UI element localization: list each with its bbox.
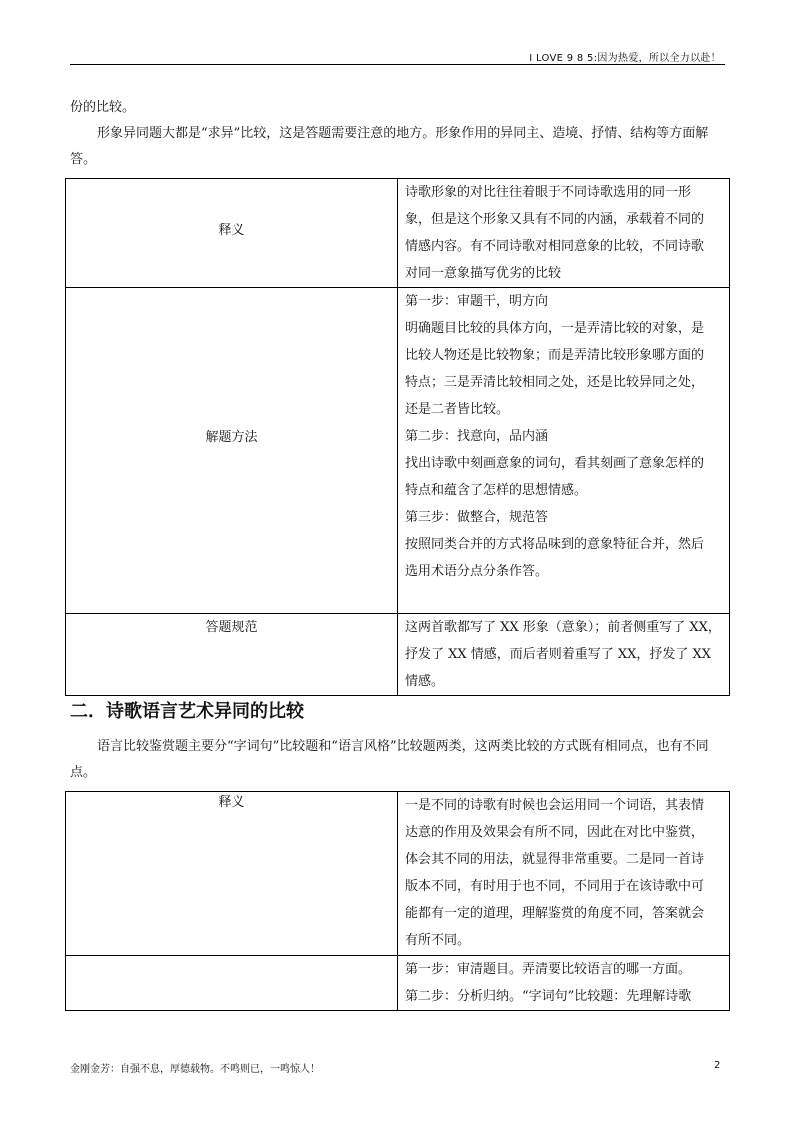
content-line: 特点和蕴含了怎样的思想情感。 xyxy=(405,483,588,498)
content-line: 达意的作用及效果会有所不同，因此在对比中鉴赏， xyxy=(405,825,705,840)
row-label-empty xyxy=(66,956,398,1011)
row-content-definition xyxy=(398,792,730,956)
content-line: 情感内容。有不同诗歌对相同意象的比较，不同诗歌 xyxy=(405,239,705,254)
content-line: 按照同类合并的方式将品味到的意象特征合并，然后 xyxy=(405,537,705,552)
content-line: 第二步：找意向，品内涵 xyxy=(405,429,549,444)
table-row xyxy=(66,179,730,288)
row-content-method xyxy=(398,288,730,614)
header-text: I LOVE 9 8 5:因为热爱，所以全力以赴！ xyxy=(529,53,721,64)
content-line: 这两首歌都写了 XX 形象（意象）；前者侧重写了 XX， xyxy=(405,620,721,635)
row-label-answer-standard: 答题规范 xyxy=(66,614,398,696)
table-row xyxy=(66,614,730,696)
content-line: 诗歌形象的对比往往着眼于不同诗歌选用的同一形 xyxy=(405,185,692,200)
content-line: 能都有一定的道理，理解鉴赏的角度不同，答案就会 xyxy=(405,906,705,921)
row-content-method xyxy=(398,956,730,1011)
content-line: 特点；三是弄清比较相同之处，还是比较异同之处， xyxy=(405,375,705,390)
table-row xyxy=(66,792,730,956)
content-line: 有所不同。 xyxy=(405,933,471,948)
paragraph-continuation: 份的比较。 xyxy=(70,100,136,115)
content-line: 找出诗歌中刻画意象的词句，看其刻画了意象怎样的 xyxy=(405,456,705,471)
content-line: 抒发了 XX 情感，而后者则着重写了 XX，抒发了 XX xyxy=(405,647,712,662)
paragraph-image-comparison: 形象异同题大都是“求异”比较，这是答题需要注意的地方。形象作用的异同主、造境、抒情、结构等方面解答。 xyxy=(70,126,709,167)
content-line: 明确题目比较的具体方向，一是弄清比较的对象，是 xyxy=(405,321,705,336)
content-line: 一是不同的诗歌有时候也会运用同一个词语，其表情 xyxy=(405,798,705,813)
table-row xyxy=(66,288,730,614)
language-comparison-table xyxy=(65,791,730,1011)
row-content-definition xyxy=(398,179,730,288)
content-line: 还是二者皆比较。 xyxy=(405,402,510,417)
page-header xyxy=(70,47,725,65)
content-line: 象，但是这个形象又具有不同的内涵，承载着不同的 xyxy=(405,212,705,227)
footer-motto: 金刚金芳：自强不息，厚德载物。不鸣则已，一鸣惊人！ xyxy=(70,1064,320,1075)
content-line: 第二步：分析归纳。“字词句”比较题：先理解诗歌 xyxy=(405,989,692,1004)
content-line: 版本不同，有时用于也不同，不同用于在该诗歌中可 xyxy=(405,879,705,894)
row-label-definition: 释义 xyxy=(66,179,398,288)
content-line: 选用术语分点分条作答。 xyxy=(405,564,549,579)
content-line: 情感。 xyxy=(405,674,445,689)
page-number: 2 xyxy=(714,1060,721,1071)
content-line: 对同一意象描写优劣的比较 xyxy=(405,266,562,281)
row-label-method: 解题方法 xyxy=(66,288,398,614)
content-line: 第一步：审清题目。弄清要比较语言的哪一方面。 xyxy=(405,962,692,977)
content-line: 比较人物还是比较物象；而是弄清比较形象哪方面的 xyxy=(405,348,705,363)
paragraph-language-comparison: 语言比较鉴赏题主要分“字词句”比较题和“语言风格”比较题两类，这两类比较的方式既有相同点，也有不同点。 xyxy=(70,739,709,780)
row-content-answer-standard xyxy=(398,614,730,696)
row-label-definition: 释义 xyxy=(66,792,398,956)
table-row xyxy=(66,956,730,1011)
content-line: 体会其不同的用法，就显得非常重要。二是同一首诗 xyxy=(405,852,705,867)
content-line: 第一步：审题干，明方向 xyxy=(405,294,549,309)
section-heading: 二．诗歌语言艺术异同的比较 xyxy=(70,701,304,722)
image-comparison-table xyxy=(65,178,730,696)
content-line: 第三步：做整合，规范答 xyxy=(405,510,549,525)
